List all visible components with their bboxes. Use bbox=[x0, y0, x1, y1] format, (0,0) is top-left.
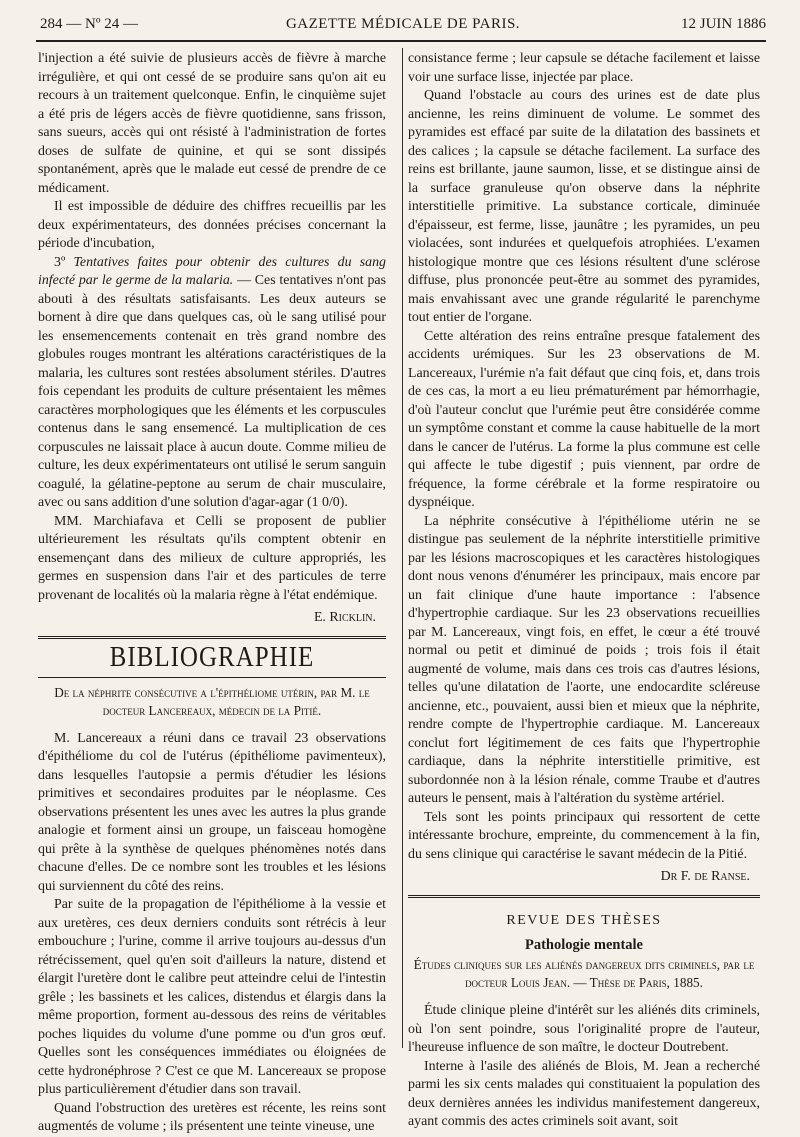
subsection-title: Pathologie mentale bbox=[525, 936, 643, 953]
paragraph: Quand l'obstruction des uretères est récente, les reins sont augmentés de volume ; ils présentent une teinte vineuse, une bbox=[38, 1100, 386, 1134]
paragraph: consistance ferme ; leur capsule se détache facilement et laisse voir une surface lisse, injectée par place. bbox=[408, 51, 760, 85]
paragraph: Interne à l'asile des aliénés de Blois, M. Jean a recherché parmi les six cents malades qui constituaient la population des deux dernières années les individus manifestement dangereux, ayant commis des actes criminels soit avant, soit bbox=[408, 1058, 760, 1129]
section-divider bbox=[38, 636, 386, 639]
paragraph-text: — Ces tentatives n'ont pas abouti à des résultats satisfaisants. Les deux auteurs se bornent à dire que dans quelques cas, où le sang utilisé pour les ensemencements contenait en très grand nombre des globules rouges montrant les altérations caractéristiques de la malaria, les cultures sont restées absolument stériles. D'autres fois cependant les produits de culture présentaient les mêmes caractères morphologiques que les éléments et les corpuscules contenus dans le sang ensemencé. La multiplication de ces corpuscules ne laissait place à aucun doute. Comme milieu de culture, les deux expérimentateurs ont utilisé le serum sanguin coagulé, la gélatine-peptone au serum de chair musculaire, avec ou sans addition d'une solution d'agar-agar (1 0/0). bbox=[38, 273, 386, 510]
paragraph: M. Lancereaux a réuni dans ce travail 23 observations d'épithéliome du col de l'utérus (épithéliome pavimenteux), dans lesquelles l'autopsie a permis d'étudier les lésions primitives et secondaires produites par le néoplasme. Ces observations présentent les unes avec les autres la plus grande analogie et forment ainsi un groupe, un faisceau homogène qui prête à la synthèse de quelques phénomènes notés dans chacune d'elles. De ce nombre sont les troubles et les lésions qui surviennent du côté des reins. bbox=[38, 730, 386, 894]
section-title: REVUE DES THÈSES bbox=[506, 912, 662, 928]
paragraph: l'injection a été suivie de plusieurs accès de fièvre à marche irrégulière, et qui ont cessé de se produire sans qu'on ait eu recours à un traitement quelconque. Enfin, le cinquième sujet a été pris de légers accès de fièvre quotidienne, sans frisson, sans sueurs, accès qui ont résisté à l'administration de fortes doses de sulfate de quinine, et qui se sont dissipés spontanément, après que le malade eut cessé de prendre de ce médicament. bbox=[38, 51, 386, 196]
title-rule bbox=[38, 677, 386, 678]
article-title: De la néphrite consécutive a l'épithéliome utérin, par M. le docteur Lancereaux, médecin de la Pitié. bbox=[54, 684, 370, 718]
header-rule bbox=[36, 40, 766, 42]
article-title: Études cliniques sur les aliénés dangereux dits criminels, par le docteur Louis Jean. — Thèse de Paris, 1885. bbox=[413, 957, 755, 990]
section-divider bbox=[408, 895, 760, 898]
page-header bbox=[40, 12, 766, 36]
paragraph: La néphrite consécutive à l'épithéliome utérin ne se distingue pas seulement de la néphrite interstitielle primitive par les lésions macroscopiques et les caractères histologiques dont nous venons d'énumérer les principaux, mais encore par un fait clinique d'une haute importance : l'absence d'hypertrophie cardiaque. Sur les 23 observations recueillies par M. Lancereaux, vingt fois, en effet, le cœur a été trouvé normal ou petit et diminué de poids ; trois fois il était augmenté de volume, mais dans ces trois cas d'autres lésions, telles qu'une dilatation de l'aorte, une endocardite scléreuse ancienne, etc., pouvaient, aussi bien et mieux que la néphrite, rendre compte de l'hypertrophie cardiaque. M. Lancereaux conclut fort légitimement de ces faits que l'hypertrophie cardiaque, dans la néphrite interstitielle primitive, est subordonnée non à la lésion rénale, comme Traube et d'autres auteurs le pensent, mais à l'altération du système artériel. bbox=[408, 513, 760, 806]
list-number: 3º bbox=[54, 254, 66, 270]
italic-heading: Tentatives faites pour obtenir des cultures du sang infecté par le germe de la malaria. bbox=[38, 254, 386, 288]
paragraph: Il est impossible de déduire des chiffres recueillis par les deux expérimentateurs, des données précises concernant la période d'incubation, bbox=[38, 199, 386, 251]
column-divider bbox=[402, 48, 403, 1048]
issue-date: 12 JUIN 1886 bbox=[681, 16, 766, 32]
paragraph-cultures bbox=[38, 254, 386, 513]
left-column bbox=[38, 50, 386, 1137]
paragraph: Étude clinique pleine d'intérêt sur les aliénés dits criminels, où l'on sent poindre, sous l'originalité propre de l'auteur, l'heureuse influence de son maître, le docteur Doutrebent. bbox=[408, 1003, 760, 1055]
author-signature: Dr F. de Ranse. bbox=[660, 869, 750, 884]
page-number: 284 — Nº 24 — bbox=[40, 16, 138, 32]
paragraph: Par suite de la propagation de l'épithéliome à la vessie et aux uretères, ces deux derniers conduits sont rétrécis à leur embouchure ; l'urine, comme il arrive toujours au-dessus d'un rétrécissement, quel qu'en soit d'ailleurs la nature, distend et élargit l'uretère dont le calibre peut atteindre celui de l'intestin grêle ; les bassinets et les calices, distendus et élargis dans la même proportion, forment au-dessous des reins de véritables poches liquides du volume d'une pomme ou d'un gros œuf. Quelles sont les conséquences immédiates ou éloignées de cette hydronéphrose ? C'est ce que M. Lancereaux se propose plus particulièrement d'étudier dans son travail. bbox=[38, 897, 386, 1097]
paragraph: Quand l'obstacle au cours des urines est de date plus ancienne, les reins diminuent de volume. Le sommet des pyramides est effacé par suite de la dilatation des bassinets et des calices ; la capsule se détache facilement. La surface des reins est brillante, jaune saumon, lisse, et se distingue ainsi de la surface granuleuse qu'on observe dans la néphrite interstitielle primitive. La substance corticale, diminuée d'épaisseur, est ferme, lisse, jaunâtre ; les pyramides, un peu violacées, sont indurées et quelquefois atrophiées. L'examen histologique montre que ces lésions résultent d'une sclérose diffuse, plus prononcée peut-être au sommet des pyramides, mais envahissant avec une grande régularité le parenchyme tout entier de l'organe. bbox=[408, 88, 760, 325]
author-signature: E. Ricklin. bbox=[313, 610, 376, 625]
journal-title: GAZETTE MÉDICALE DE PARIS. bbox=[285, 16, 521, 32]
paragraph: MM. Marchiafava et Celli se proposent de publier ultérieurement les résultats qu'ils comptent obtenir en ensemençant dans des milieux de culture appropriés, les germes en suspension dans l'air et des particules de terre provenant de localités où la malaria règne à l'état endémique. bbox=[38, 513, 386, 603]
paragraph: Cette altération des reins entraîne presque fatalement des accidents urémiques. Sur les 23 observations de M. Lancereaux, l'urémie n'a fait défaut que cinq fois, et, dans trois de ces cas, la mort a eu lieu prématurément par hémorrhagie, d'où l'auteur conclut que l'urémie peut être considérée comme un symptôme constant et comme la cause habituelle de la mort dans le cancer de l'utérus. La forme la plus commune est celle qui affecte le tube digestif ; puis viennent, par ordre de fréquence, la forme cérébrale et la forme respiratoire ou dyspnéique. bbox=[408, 328, 760, 510]
section-title: BIBLIOGRAPHIE bbox=[109, 641, 315, 673]
paragraph: Tels sont les points principaux qui ressortent de cette intéressante brochure, empreinte, du commencement à la fin, du sens clinique qui caractérise le savant médecin de la Pitié. bbox=[408, 809, 760, 862]
right-column bbox=[408, 50, 760, 1132]
